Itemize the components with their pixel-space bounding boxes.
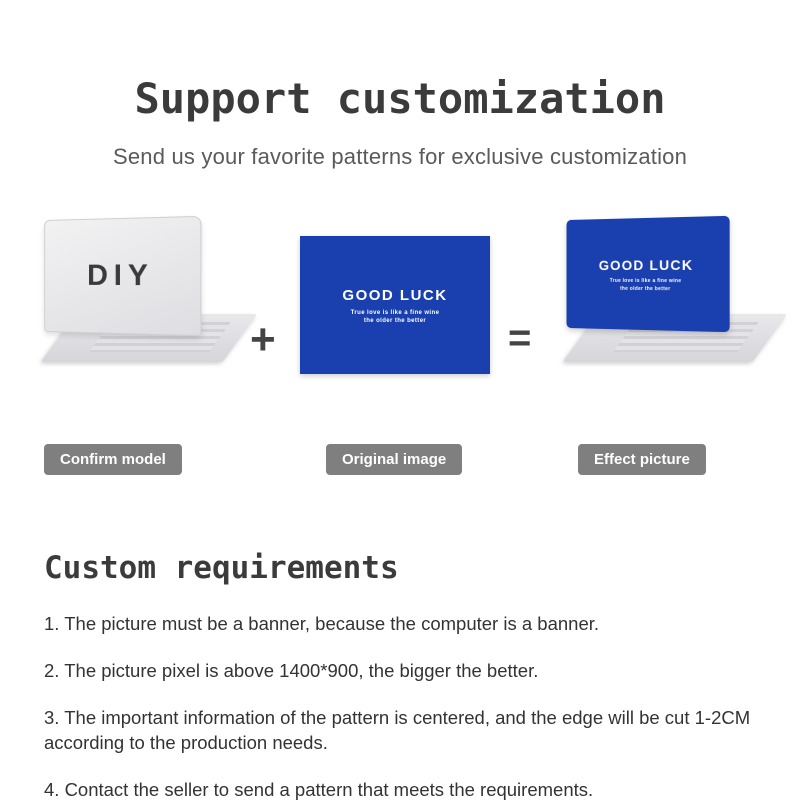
- caption-effect-picture: Effect picture: [578, 444, 706, 475]
- original-image-line1: True love is like a fine wine: [350, 309, 440, 316]
- original-image-title: GOOD LUCK: [342, 286, 448, 304]
- laptop-effect-picture: [562, 218, 772, 378]
- requirement-item: 1. The picture must be a banner, because the computer is a banner.: [44, 613, 600, 634]
- laptop-lid-line2: the older the better: [620, 285, 671, 292]
- caption-confirm-model: Confirm model: [44, 444, 182, 475]
- customization-diagram: [0, 218, 800, 438]
- requirement-item: 3. The important information of the pattern is centered, and the edge will be cut 1-2CM according to the production needs.: [44, 706, 751, 753]
- laptop-lid-line1: True love is like a fine wine: [609, 277, 682, 284]
- plus-operator-icon: +: [250, 315, 276, 364]
- diagram-captions: [0, 444, 800, 478]
- requirement-item: 2. The picture pixel is above 1400*900, the bigger the better.: [44, 659, 539, 681]
- page-subtitle: Send us your favorite patterns for exclusive customization: [112, 144, 688, 169]
- caption-original-image: Original image: [326, 444, 462, 475]
- laptop-lid-skinned: [566, 216, 729, 332]
- original-image-preview: [300, 236, 490, 374]
- original-image-line2: the older the better: [363, 317, 427, 324]
- requirements-title: Custom requirements: [44, 550, 399, 586]
- laptop-lid-text: DIY: [87, 258, 154, 293]
- page-header: [0, 0, 800, 170]
- laptop-lid-title: GOOD LUCK: [598, 256, 694, 273]
- laptop-lid: [44, 216, 201, 336]
- equals-operator-icon: =: [508, 316, 532, 360]
- requirements-list: [44, 612, 760, 803]
- requirement-item: 4. Contact the seller to send a pattern that meets the requirements.: [44, 778, 594, 800]
- page-title: Support customization: [134, 74, 666, 123]
- laptop-confirm-model: [40, 218, 240, 378]
